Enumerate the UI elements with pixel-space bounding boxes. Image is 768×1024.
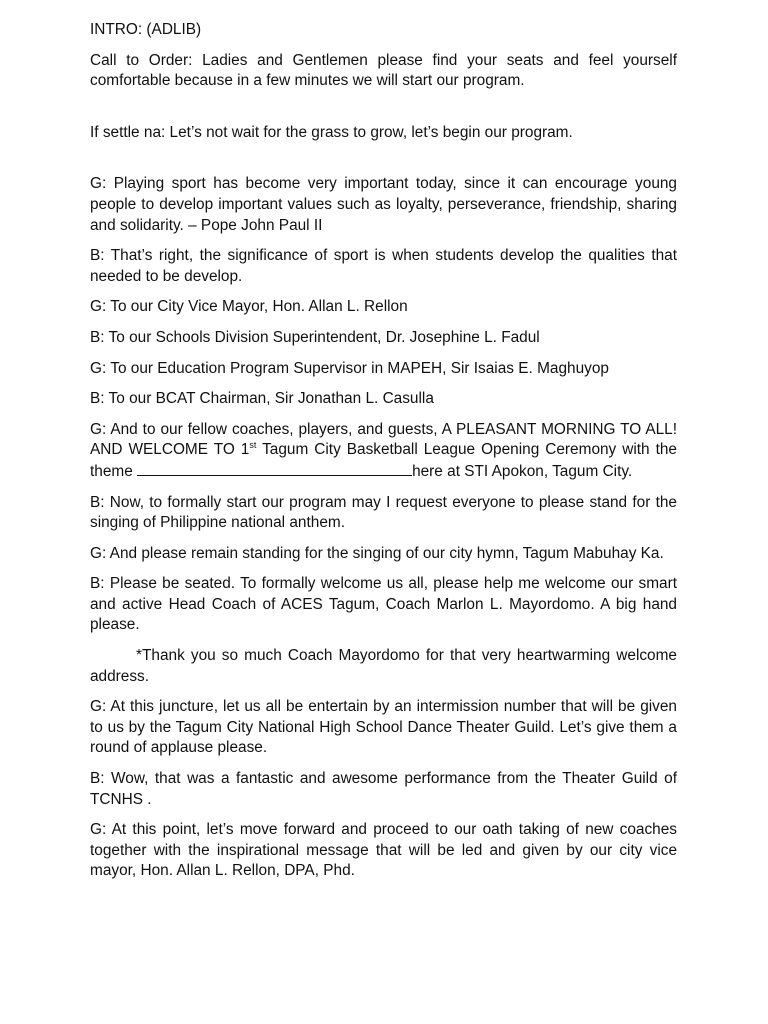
theme-blank-line: [137, 461, 412, 476]
g-quote-paragraph: G: Playing sport has become very important today, since it can encourage young people to develop important values such as loyalty, perseverance, friendship, sharing and solidarity. – Pope John Paul II: [90, 175, 677, 234]
if-settle-paragraph: If settle na: Let’s not wait for the grass to grow, let’s begin our program.: [90, 123, 573, 141]
welcome-text-start: G: And to our fellow coaches, players, and guests, A PLEASANT MORNING TO ALL! AND WELCOME TO 1: [90, 420, 677, 459]
g-intermission-paragraph: G: At this juncture, let us all be entertain by an intermission number that will be given to us by the Tagum City National High School Dance Theater Guild. Let’s give them a round of applause please.: [90, 698, 677, 757]
b-wow-paragraph: B: Wow, that was a fantastic and awesome performance from the Theater Guild of TCNHS .: [90, 770, 677, 808]
ordinal-suffix: st: [249, 440, 257, 451]
b-superintendent-line: B: To our Schools Division Superintendent, Dr. Josephine L. Fadul: [90, 328, 540, 346]
call-to-order-paragraph: Call to Order: Ladies and Gentlemen please find your seats and feel yourself comfortable because in a few minutes we will start our program.: [90, 51, 677, 90]
g-vice-mayor-line: G: To our City Vice Mayor, Hon. Allan L. Rellon: [90, 298, 408, 316]
b-anthem-paragraph: B: Now, to formally start our program may I request everyone to please stand for the singing of Philippine national anthem.: [90, 493, 677, 532]
b-bcat-line: B: To our BCAT Chairman, Sir Jonathan L. Casulla: [90, 390, 434, 408]
intro-line: INTRO: (ADLIB): [90, 21, 202, 38]
g-oath-paragraph: G: At this point, let’s move forward and proceed to our oath taking of new coaches together with the inspirational message that will be led and given by our city vice mayor, Hon. Allan L. Rellon, DPA, Phd.: [90, 821, 677, 880]
b-significance-paragraph: B: That’s right, the significance of sport is when students develop the qualities that needed to be develop.: [90, 247, 677, 285]
g-hymn-paragraph: G: And please remain standing for the singing of our city hymn, Tagum Mabuhay Ka.: [90, 544, 664, 562]
document-page: [90, 20, 677, 892]
g-welcome-paragraph: [90, 420, 677, 483]
g-supervisor-paragraph: G: To our Education Program Supervisor in MAPEH, Sir Isaias E. Maghuyop: [90, 359, 609, 377]
welcome-text-end: here at STI Apokon, Tagum City.: [412, 462, 633, 480]
b-seated-paragraph: B: Please be seated. To formally welcome us all, please help me welcome our smart and active Head Coach of ACES Tagum, Coach Marlon L. Mayordomo. A big hand please.: [90, 575, 677, 634]
welcome-text-middle: Tagum City Basketball League Opening Ceremony with the theme: [90, 441, 677, 480]
thank-you-paragraph: *Thank you so much Coach Mayordomo for that very heartwarming welcome address.: [90, 647, 677, 685]
